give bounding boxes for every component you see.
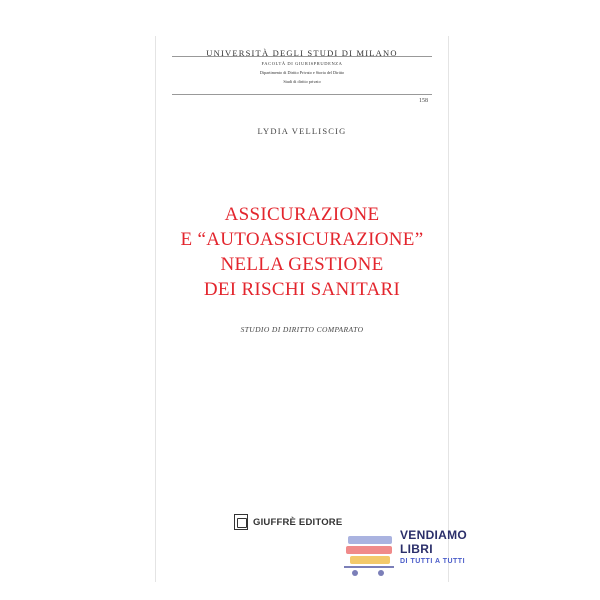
watermark-line-1: VENDIAMO [400,528,468,542]
title-line: DEI RISCHI SANITARI [203,279,401,300]
university-name: UNIVERSITÀ DEGLI STUDI DI MILANO [206,48,398,58]
author-name: LYDIA VELLISCIG [257,126,347,136]
publisher [234,514,342,530]
watermark-text [400,528,467,565]
publisher-name: GIUFFRÈ EDITORE [253,516,343,528]
title-line: ASSICURAZIONE [224,204,380,225]
books-cart-icon [344,528,394,580]
series-number: 158 [419,98,428,104]
watermark-line-3: DI TUTTI A TUTTI [400,558,466,565]
giuffre-logo-icon [234,514,248,530]
title-line: NELLA GESTIONE [220,254,384,275]
vendiamo-libri-watermark [344,528,467,580]
title-line: E “AUTOASSICURAZIONE” [180,229,424,250]
watermark-line-2: LIBRI [400,542,433,556]
series-name: Studi di diritto privato [283,79,321,84]
department-name: Dipartimento di Diritto Privato e Storia del Diritto [259,70,345,75]
bottom-rule [172,94,432,95]
book-cover [155,36,449,582]
book-title [156,202,448,302]
faculty-name: FACOLTÀ DI GIURISPRUDENZA [261,61,343,66]
book-subtitle: STUDIO DI DIRITTO COMPARATO [240,325,364,334]
